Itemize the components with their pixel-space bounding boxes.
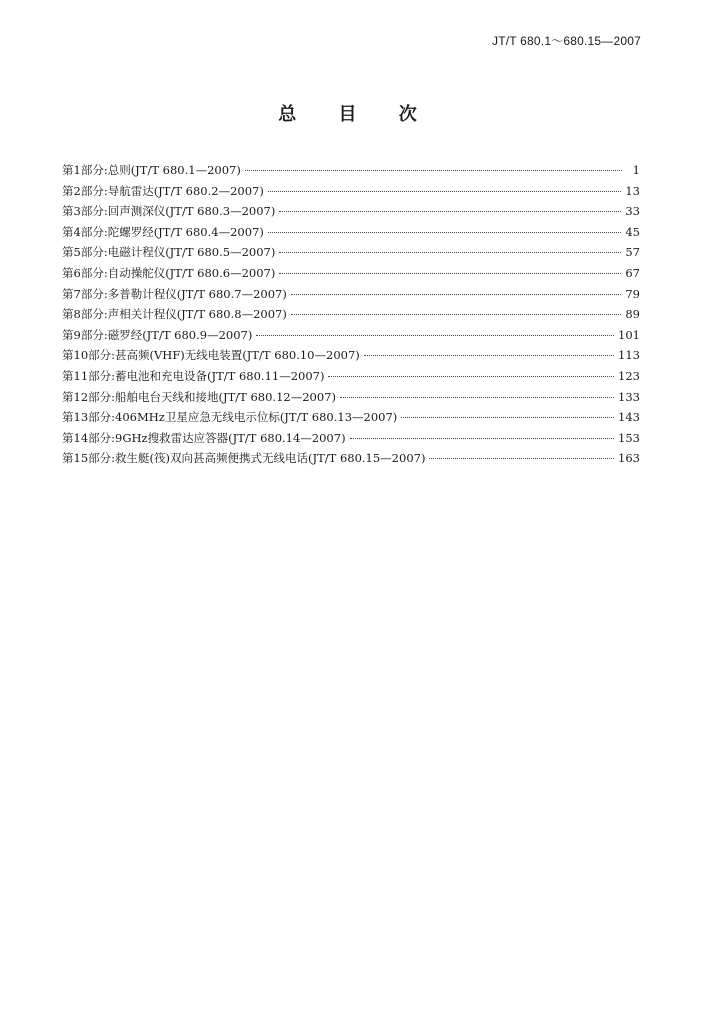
dot-leader [340,397,614,398]
dot-leader [279,211,621,212]
toc-entry[interactable] [62,409,640,430]
toc-entry-page: 143 [618,410,640,425]
toc-entry-page: 113 [618,348,640,363]
dot-leader [256,335,614,336]
toc-entry-page: 1 [632,163,640,177]
toc-entry[interactable] [62,162,640,183]
toc-entry[interactable] [62,389,640,410]
table-of-contents [62,162,640,471]
toc-entry-page: 33 [625,204,640,219]
toc-entry-title: 第8部分:声相关计程仪(JT/T 680.8—2007) [62,307,287,322]
dot-leader [429,458,614,459]
toc-entry[interactable] [62,368,640,389]
toc-entry-title: 第2部分:导航雷达(JT/T 680.2—2007) [62,183,264,198]
page-title: 总 目 次 [278,104,435,125]
toc-entry-title: 第5部分:电磁计程仪(JT/T 680.5—2007) [62,245,276,260]
toc-entry-title: 第11部分:蓄电池和充电设备(JT/T 680.11—2007) [62,368,325,383]
toc-entry-title: 第4部分:陀螺罗经(JT/T 680.4—2007) [62,224,264,239]
dot-leader [291,294,622,295]
toc-entry-title: 第3部分:回声测深仪(JT/T 680.3—2007) [62,204,276,219]
toc-entry-title: 第13部分:406MHz卫星应急无线电示位标(JT/T 680.13—2007) [62,410,398,425]
toc-entry[interactable] [62,347,640,368]
toc-entry-title: 第10部分:甚高频(VHF)无线电装置(JT/T 680.10—2007) [62,348,360,363]
toc-entry[interactable] [62,265,640,286]
toc-entry-title: 第6部分:自动操舵仪(JT/T 680.6—2007) [62,265,276,280]
toc-entry-page: 89 [625,307,640,322]
toc-entry[interactable] [62,430,640,451]
toc-entry-page: 79 [625,286,640,301]
toc-entry[interactable] [62,450,640,471]
toc-entry-title: 第12部分:船舶电台天线和接地(JT/T 680.12—2007) [62,389,336,404]
toc-entry-page: 101 [618,327,640,342]
dot-leader [328,376,614,377]
toc-entry[interactable] [62,286,640,307]
toc-entry-page: 13 [625,183,640,198]
toc-entry-page: 153 [618,430,640,445]
toc-entry-title: 第7部分:多普勒计程仪(JT/T 680.7—2007) [62,286,287,301]
toc-entry[interactable] [62,203,640,224]
dot-leader [268,191,622,192]
standard-code: JT/T 680.1～680.15—2007 [492,34,641,48]
toc-entry-title: 第1部分:总则(JT/T 680.1—2007) [62,163,241,177]
toc-entry[interactable] [62,183,640,204]
dot-leader [291,314,622,315]
dot-leader [268,232,622,233]
dot-leader [245,170,622,171]
toc-entry-title: 第15部分:救生艇(筏)双向甚高频便携式无线电话(JT/T 680.15—2007) [62,451,426,466]
toc-entry-page: 163 [618,451,640,466]
toc-entry-page: 67 [625,265,640,280]
toc-entry[interactable] [62,244,640,265]
toc-entry[interactable] [62,224,640,245]
toc-entry-page: 57 [625,245,640,260]
toc-entry[interactable] [62,306,640,327]
toc-entry[interactable] [62,327,640,348]
dot-leader [279,252,621,253]
dot-leader [279,273,621,274]
toc-entry-page: 133 [618,389,640,404]
toc-entry-title: 第14部分:9GHz搜救雷达应答器(JT/T 680.14—2007) [62,430,346,445]
toc-entry-page: 45 [625,224,640,239]
dot-leader [364,355,614,356]
dot-leader [350,438,614,439]
dot-leader [401,417,614,418]
toc-entry-title: 第9部分:磁罗经(JT/T 680.9—2007) [62,327,253,342]
toc-entry-page: 123 [618,368,640,383]
